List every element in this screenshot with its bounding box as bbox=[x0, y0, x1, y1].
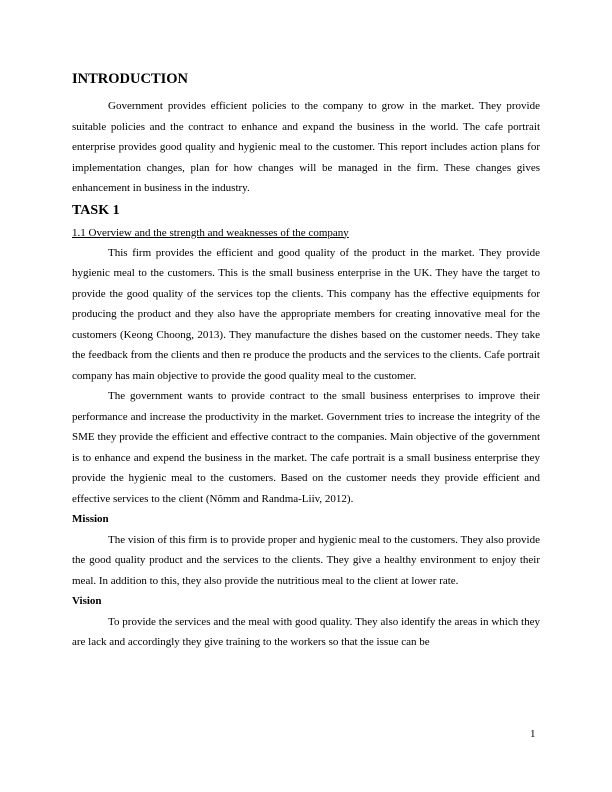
page-number: 1 bbox=[530, 728, 536, 740]
document-page bbox=[72, 68, 540, 653]
mission-paragraph: The vision of this firm is to provide proper and hygienic meal to the customers. They also provide the good quality product and the services to the clients. They give a healthy environment to enjoy their meal. In addition to this, they also provide the nutritious meal to the client at lower rate. bbox=[72, 533, 540, 587]
mission-heading: Mission bbox=[72, 513, 109, 525]
vision-heading: Vision bbox=[72, 595, 102, 607]
task1-subheading: 1.1 Overview and the strength and weaknesses of the company bbox=[72, 226, 349, 239]
task1-paragraph-2: The government wants to provide contract to the small business enterprises to improve their performance and increase the productivity in the market. Government tries to increase the integrity of the SME they provide the efficient and effective contract to the companies. Main objective of the government is to enhance and expend the business in the market. The cafe portrait is a small business enterprise they provide the hygienic meal to the customers. Based on the customer needs they provide efficient and effective services to the client (Nõmm and Randma-Liiv, 2012). bbox=[72, 390, 540, 505]
introduction-heading: INTRODUCTION bbox=[72, 71, 189, 87]
vision-paragraph: To provide the services and the meal with good quality. They also identify the areas in which they are lack and accordingly they give training to the workers so that the issue can be bbox=[72, 615, 540, 648]
task1-heading: TASK 1 bbox=[72, 202, 120, 218]
task1-paragraph-1: This firm provides the efficient and good quality of the product in the market. They provide hygienic meal to the customers. This is the small business enterprise in the UK. They have the target to provide the good quality of the services top the clients. This company has the effective equipments for producing the product and they also have the appropriate members for creating innovative meal for the customers (Keong Choong, 2013). They manufacture the dishes based on the customer needs. They take the feedback from the clients and then re produce the products and the services to the clients. Cafe portrait company has main objective to provide the good quality meal to the customer. bbox=[72, 246, 540, 382]
introduction-paragraph: Government provides efficient policies to the company to grow in the market. They provide suitable policies and the contract to enhance and expand the business in the world. The cafe portrait enterprise provides good quality and hygienic meal to the customer. This report includes action plans for implementation changes, plan for how changes will be managed in the firm. These changes gives enhancement in business in the industry. bbox=[72, 100, 540, 194]
